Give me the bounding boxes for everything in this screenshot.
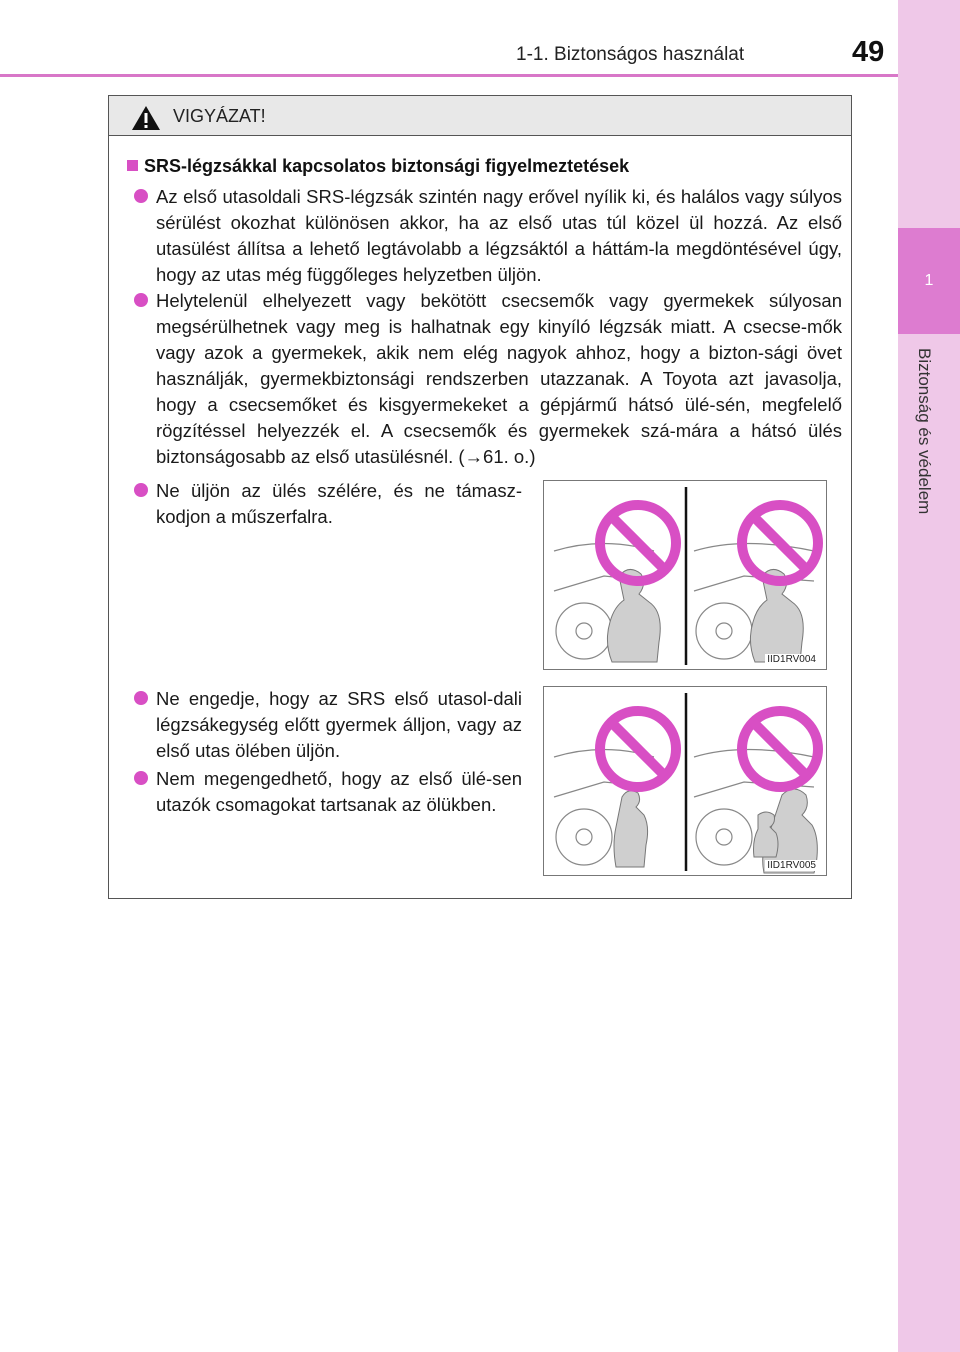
warning-title: VIGYÁZAT! xyxy=(173,106,266,126)
round-bullet-icon xyxy=(134,483,148,497)
figure-do-not-lean-on-dashboard xyxy=(543,480,827,670)
chapter-title: Biztonság és védelem xyxy=(915,348,934,515)
bullet-item: Helytelenül elhelyezett vagy bekötött csecsemők vagy gyermekek súlyosan megsérülhetnek vagy meg is halhatnak egy kinyíló légzsák miatt. A csecse-mők vagy azok a gyermekek, akik nem elég nagyok ahhoz, hogy a bizton-sági övet használják, gyermekbiztonsági rendszerben utazzanak. A Toyota azt javasolja, hogy a csecsemőket és kisgyermekeket a gépjármű hátsó ülé-sén, megfelelő rögzítéssel helyezzék el. A csecsemők és gyermekek szá-mára a hátsó ülés biztonságosabb az első utasülésnél. (→61. o.) xyxy=(156,288,842,470)
warning-box xyxy=(108,95,852,899)
section-heading: SRS-légzsákkal kapcsolatos biztonsági figyelmeztetések xyxy=(127,156,629,177)
header-rule xyxy=(0,74,898,77)
figure-code: IID1RV004 xyxy=(767,654,816,665)
warning-triangle-icon xyxy=(131,105,161,131)
bullet-item: Ne üljön az ülés szélére, és ne támasz-kodjon a műszerfalra. xyxy=(156,478,522,530)
square-bullet-icon xyxy=(127,160,138,171)
round-bullet-icon xyxy=(134,691,148,705)
bullet-item: Az első utasoldali SRS-légzsák szintén nagy erővel nyílik ki, és halálos vagy súlyos sérülést okozhat különösen akkor, ha az első utas túl közel ül hozzá. Az első utasülést állítsa a lehető legtávolabb a légzsáktól a háttám-la megdöntésével úgy, hogy az utas még függőleges helyzetben üljön. xyxy=(156,184,842,288)
page-number: 49 xyxy=(852,36,885,68)
figure-code: IID1RV005 xyxy=(767,860,816,871)
bullet-item: Ne engedje, hogy az SRS első utasol-dali légzsákegység előtt gyermek álljon, vagy az első utas ölében üljön. xyxy=(156,686,522,764)
illustration xyxy=(544,687,827,876)
warning-header xyxy=(109,96,851,136)
figure-child-in-front-of-airbag xyxy=(543,686,827,876)
chapter-number: 1 xyxy=(924,272,934,289)
round-bullet-icon xyxy=(134,189,148,203)
illustration xyxy=(544,481,827,670)
round-bullet-icon xyxy=(134,771,148,785)
bullet-item: Nem megengedhető, hogy az első ülé-sen utazók csomagokat tartsanak az ölükben. xyxy=(156,766,522,818)
round-bullet-icon xyxy=(134,293,148,307)
chapter-side-tab xyxy=(898,0,960,1352)
header-section-title: 1-1. Biztonságos használat xyxy=(516,44,745,65)
